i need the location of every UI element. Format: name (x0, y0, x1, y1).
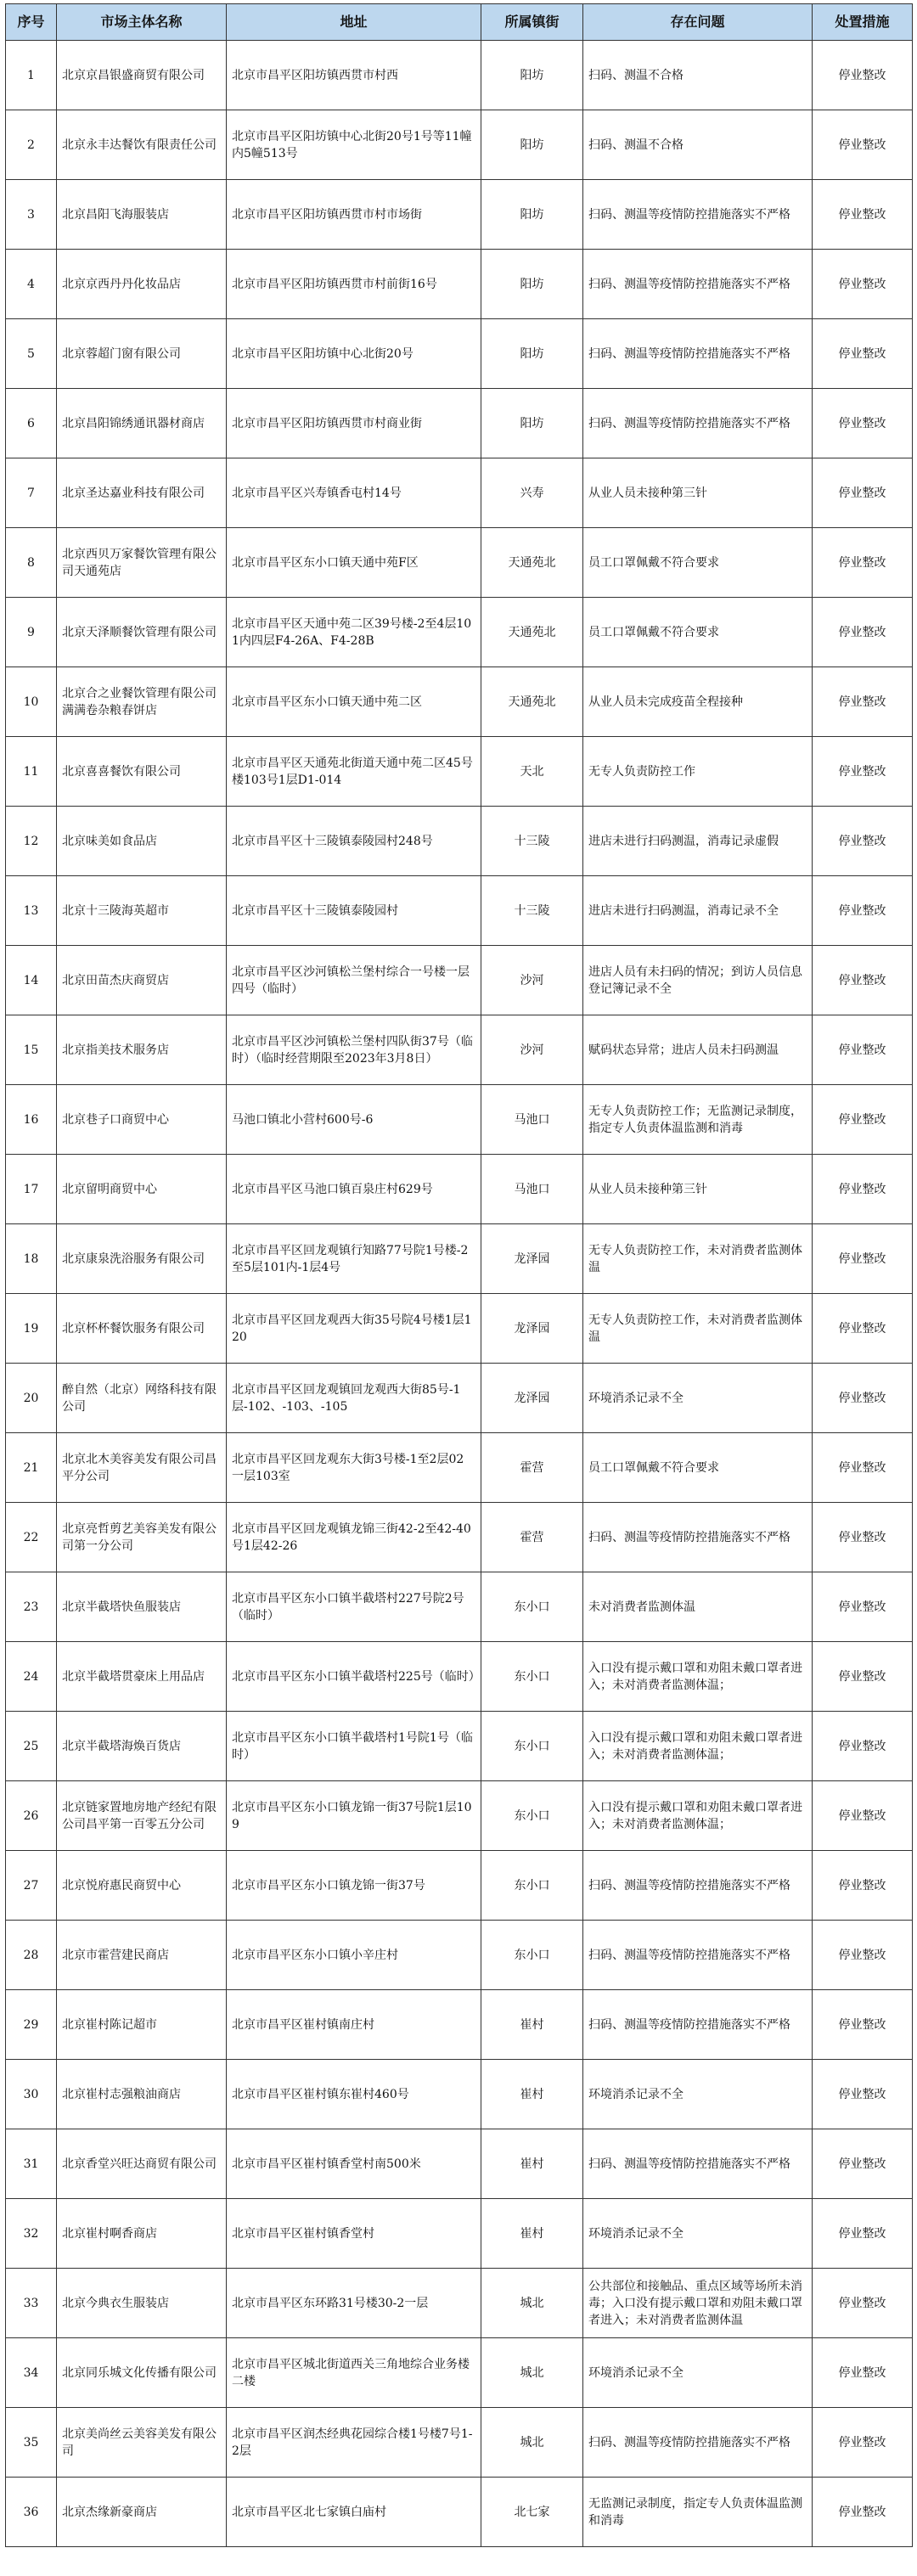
cell-entity-name: 北京蓉超门窗有限公司 (57, 319, 227, 389)
cell-action: 停业整改 (813, 2478, 913, 2547)
table-row (6, 1712, 913, 1781)
table-body (6, 41, 913, 2547)
table-row (6, 1294, 913, 1364)
table-row (6, 2199, 913, 2269)
header-entity-name: 市场主体名称 (57, 4, 227, 41)
cell-problem: 进店未进行扫码测温，消毒记录虚假 (583, 807, 813, 876)
cell-serial: 19 (6, 1294, 57, 1364)
cell-entity-name: 北京西贝万家餐饮管理有限公司天通苑店 (57, 528, 227, 598)
cell-address: 北京市昌平区马池口镇百泉庄村629号 (227, 1155, 481, 1224)
cell-problem: 公共部位和接触品、重点区域等场所未消毒；入口没有提示戴口罩和劝阻未戴口罩者进入；未对消费者监测体温 (583, 2269, 813, 2338)
cell-address: 马池口镇北小营村600号-6 (227, 1085, 481, 1155)
cell-problem: 员工口罩佩戴不符合要求 (583, 598, 813, 667)
cell-town: 东小口 (481, 1572, 583, 1642)
table-row (6, 1155, 913, 1224)
cell-action: 停业整改 (813, 41, 913, 110)
cell-action: 停业整改 (813, 1921, 913, 1990)
cell-serial: 35 (6, 2408, 57, 2478)
cell-town: 龙泽园 (481, 1294, 583, 1364)
cell-address: 北京市昌平区回龙观西大街35号院4号楼1层120 (227, 1294, 481, 1364)
table-row (6, 876, 913, 946)
cell-entity-name: 北京链家置地房地产经纪有限公司昌平第一百零五分公司 (57, 1781, 227, 1851)
cell-serial: 22 (6, 1503, 57, 1572)
cell-entity-name: 北京昌阳飞海服装店 (57, 180, 227, 250)
table-row (6, 667, 913, 737)
table-row (6, 807, 913, 876)
cell-serial: 24 (6, 1642, 57, 1712)
cell-problem: 扫码、测温等疫情防控措施落实不严格 (583, 250, 813, 319)
cell-problem: 扫码、测温等疫情防控措施落实不严格 (583, 2408, 813, 2478)
cell-problem: 扫码、测温等疫情防控措施落实不严格 (583, 319, 813, 389)
cell-problem: 赋码状态异常；进店人员未扫码测温 (583, 1015, 813, 1085)
cell-town: 东小口 (481, 1781, 583, 1851)
cell-serial: 11 (6, 737, 57, 807)
cell-town: 马池口 (481, 1085, 583, 1155)
cell-town: 北七家 (481, 2478, 583, 2547)
cell-problem: 入口没有提示戴口罩和劝阻未戴口罩者进入；未对消费者监测体温； (583, 1712, 813, 1781)
cell-action: 停业整改 (813, 1085, 913, 1155)
cell-address: 北京市昌平区回龙观镇行知路77号院1号楼-2至5层101内-1层4号 (227, 1224, 481, 1294)
cell-address: 北京市昌平区阳坊镇中心北街20号 (227, 319, 481, 389)
cell-town: 沙河 (481, 946, 583, 1015)
cell-entity-name: 北京永丰达餐饮有限责任公司 (57, 110, 227, 180)
cell-address: 北京市昌平区东小口镇龙锦一街37号院1层109 (227, 1781, 481, 1851)
cell-town: 十三陵 (481, 876, 583, 946)
cell-address: 北京市昌平区崔村镇南庄村 (227, 1990, 481, 2060)
cell-entity-name: 北京半截塔快鱼服装店 (57, 1572, 227, 1642)
cell-entity-name: 北京合之业餐饮管理有限公司满满卷杂粮春饼店 (57, 667, 227, 737)
cell-address: 北京市昌平区阳坊镇中心北街20号1号等11幢内5幢513号 (227, 110, 481, 180)
cell-action: 停业整改 (813, 598, 913, 667)
table-row (6, 1503, 913, 1572)
cell-action: 停业整改 (813, 110, 913, 180)
table-row (6, 250, 913, 319)
cell-problem: 环境消杀记录不全 (583, 2060, 813, 2129)
cell-serial: 27 (6, 1851, 57, 1921)
cell-problem: 无专人负责防控工作；无监测记录制度，指定专人负责体温监测和消毒 (583, 1085, 813, 1155)
cell-problem: 入口没有提示戴口罩和劝阻未戴口罩者进入；未对消费者监测体温； (583, 1642, 813, 1712)
cell-entity-name: 北京崔村陈记超市 (57, 1990, 227, 2060)
cell-entity-name: 北京同乐城文化传播有限公司 (57, 2338, 227, 2408)
cell-problem: 从业人员未接种第三针 (583, 458, 813, 528)
cell-entity-name: 北京市霍营建民商店 (57, 1921, 227, 1990)
cell-address: 北京市昌平区天通中苑二区39号楼-2至4层101内四层F4-26A、F4-28B (227, 598, 481, 667)
table-row (6, 598, 913, 667)
cell-problem: 扫码、测温不合格 (583, 41, 813, 110)
table-header-row (6, 4, 913, 41)
cell-serial: 4 (6, 250, 57, 319)
cell-town: 阳坊 (481, 250, 583, 319)
cell-serial: 34 (6, 2338, 57, 2408)
table-row (6, 1851, 913, 1921)
cell-address: 北京市昌平区回龙观东大街3号楼-1至2层02一层103室 (227, 1433, 481, 1503)
cell-serial: 30 (6, 2060, 57, 2129)
cell-problem: 扫码、测温等疫情防控措施落实不严格 (583, 180, 813, 250)
cell-action: 停业整改 (813, 1990, 913, 2060)
cell-serial: 6 (6, 389, 57, 458)
table-row (6, 180, 913, 250)
table-row (6, 1364, 913, 1433)
table-row (6, 2408, 913, 2478)
cell-town: 东小口 (481, 1712, 583, 1781)
cell-problem: 无专人负责防控工作，未对消费者监测体温 (583, 1294, 813, 1364)
cell-entity-name: 北京悦府惠民商贸中心 (57, 1851, 227, 1921)
cell-address: 北京市昌平区润杰经典花园综合楼1号楼7号1-2层 (227, 2408, 481, 2478)
cell-serial: 1 (6, 41, 57, 110)
cell-town: 龙泽园 (481, 1364, 583, 1433)
cell-town: 东小口 (481, 1921, 583, 1990)
cell-entity-name: 北京北木美容美发有限公司昌平分公司 (57, 1433, 227, 1503)
cell-entity-name: 北京崔村啊香商店 (57, 2199, 227, 2269)
cell-serial: 21 (6, 1433, 57, 1503)
table-row (6, 1015, 913, 1085)
cell-entity-name: 北京康泉洗浴服务有限公司 (57, 1224, 227, 1294)
cell-entity-name: 北京香堂兴旺达商贸有限公司 (57, 2129, 227, 2199)
cell-serial: 16 (6, 1085, 57, 1155)
table-row (6, 41, 913, 110)
cell-entity-name: 北京田苗杰庆商贸店 (57, 946, 227, 1015)
table-row (6, 1990, 913, 2060)
cell-town: 阳坊 (481, 389, 583, 458)
cell-problem: 扫码、测温等疫情防控措施落实不严格 (583, 1990, 813, 2060)
cell-entity-name: 北京崔村志强粮油商店 (57, 2060, 227, 2129)
cell-address: 北京市昌平区阳坊镇西贯市村西 (227, 41, 481, 110)
inspection-table (5, 3, 913, 2547)
table-row (6, 946, 913, 1015)
cell-action: 停业整改 (813, 1642, 913, 1712)
table-row (6, 528, 913, 598)
cell-address: 北京市昌平区兴寿镇香屯村14号 (227, 458, 481, 528)
cell-problem: 扫码、测温等疫情防控措施落实不严格 (583, 1921, 813, 1990)
cell-problem: 从业人员未接种第三针 (583, 1155, 813, 1224)
cell-serial: 33 (6, 2269, 57, 2338)
cell-address: 北京市昌平区东小口镇龙锦一街37号 (227, 1851, 481, 1921)
cell-action: 停业整改 (813, 2338, 913, 2408)
cell-action: 停业整改 (813, 946, 913, 1015)
header-town: 所属镇街 (481, 4, 583, 41)
cell-problem: 员工口罩佩戴不符合要求 (583, 528, 813, 598)
cell-address: 北京市昌平区东小口镇小辛庄村 (227, 1921, 481, 1990)
cell-entity-name: 北京留明商贸中心 (57, 1155, 227, 1224)
header-problem: 存在问题 (583, 4, 813, 41)
table-row (6, 1224, 913, 1294)
cell-address: 北京市昌平区崔村镇东崔村460号 (227, 2060, 481, 2129)
cell-town: 霍营 (481, 1503, 583, 1572)
table-row (6, 2269, 913, 2338)
cell-town: 城北 (481, 2408, 583, 2478)
cell-action: 停业整改 (813, 1433, 913, 1503)
cell-serial: 25 (6, 1712, 57, 1781)
cell-serial: 28 (6, 1921, 57, 1990)
header-address: 地址 (227, 4, 481, 41)
table-row (6, 2478, 913, 2547)
cell-problem: 扫码、测温等疫情防控措施落实不严格 (583, 2129, 813, 2199)
cell-serial: 7 (6, 458, 57, 528)
cell-action: 停业整改 (813, 1294, 913, 1364)
cell-address: 北京市昌平区北七家镇白庙村 (227, 2478, 481, 2547)
cell-problem: 进店未进行扫码测温，消毒记录不全 (583, 876, 813, 946)
table-row (6, 458, 913, 528)
cell-serial: 2 (6, 110, 57, 180)
cell-address: 北京市昌平区崔村镇香堂村南500米 (227, 2129, 481, 2199)
cell-entity-name: 北京杰缘新豪商店 (57, 2478, 227, 2547)
cell-town: 天通苑北 (481, 667, 583, 737)
cell-entity-name: 北京美尚丝云美容美发有限公司 (57, 2408, 227, 2478)
cell-entity-name: 北京半截塔贯豪床上用品店 (57, 1642, 227, 1712)
cell-address: 北京市昌平区东小口镇天通中苑F区 (227, 528, 481, 598)
cell-serial: 32 (6, 2199, 57, 2269)
cell-action: 停业整改 (813, 876, 913, 946)
cell-problem: 员工口罩佩戴不符合要求 (583, 1433, 813, 1503)
cell-address: 北京市昌平区阳坊镇西贯市村商业街 (227, 389, 481, 458)
table-row (6, 389, 913, 458)
cell-town: 天北 (481, 737, 583, 807)
cell-serial: 9 (6, 598, 57, 667)
cell-entity-name: 北京杯杯餐饮服务有限公司 (57, 1294, 227, 1364)
cell-serial: 8 (6, 528, 57, 598)
cell-entity-name: 北京圣达嘉业科技有限公司 (57, 458, 227, 528)
cell-action: 停业整改 (813, 389, 913, 458)
cell-town: 东小口 (481, 1642, 583, 1712)
cell-serial: 10 (6, 667, 57, 737)
cell-town: 阳坊 (481, 110, 583, 180)
cell-problem: 从业人员未完成疫苗全程接种 (583, 667, 813, 737)
cell-action: 停业整改 (813, 1781, 913, 1851)
cell-serial: 14 (6, 946, 57, 1015)
cell-serial: 18 (6, 1224, 57, 1294)
cell-serial: 36 (6, 2478, 57, 2547)
cell-address: 北京市昌平区东小口镇半截塔村1号院1号（临时） (227, 1712, 481, 1781)
table-row (6, 1572, 913, 1642)
cell-entity-name: 北京京西丹丹化妆品店 (57, 250, 227, 319)
cell-entity-name: 北京指美技术服务店 (57, 1015, 227, 1085)
table-row (6, 110, 913, 180)
cell-address: 北京市昌平区东小口镇半截塔村225号（临时） (227, 1642, 481, 1712)
cell-action: 停业整改 (813, 2060, 913, 2129)
cell-serial: 31 (6, 2129, 57, 2199)
cell-address: 北京市昌平区东小口镇半截塔村227号院2号（临时） (227, 1572, 481, 1642)
cell-serial: 15 (6, 1015, 57, 1085)
cell-town: 龙泽园 (481, 1224, 583, 1294)
cell-problem: 无专人负责防控工作，未对消费者监测体温 (583, 1224, 813, 1294)
cell-entity-name: 北京今典衣生服装店 (57, 2269, 227, 2338)
cell-town: 崔村 (481, 1990, 583, 2060)
cell-problem: 无监测记录制度，指定专人负责体温监测和消毒 (583, 2478, 813, 2547)
cell-address: 北京市昌平区回龙观镇回龙观西大街85号-1层-102、-103、-105 (227, 1364, 481, 1433)
cell-problem: 无专人负责防控工作 (583, 737, 813, 807)
cell-town: 阳坊 (481, 319, 583, 389)
cell-town: 兴寿 (481, 458, 583, 528)
table-row (6, 2129, 913, 2199)
cell-serial: 5 (6, 319, 57, 389)
cell-problem: 扫码、测温等疫情防控措施落实不严格 (583, 1503, 813, 1572)
cell-action: 停业整改 (813, 737, 913, 807)
table-row (6, 319, 913, 389)
cell-problem: 扫码、测温等疫情防控措施落实不严格 (583, 389, 813, 458)
cell-action: 停业整改 (813, 1155, 913, 1224)
cell-problem: 环境消杀记录不全 (583, 2338, 813, 2408)
cell-action: 停业整改 (813, 2269, 913, 2338)
cell-address: 北京市昌平区十三陵镇泰陵园村248号 (227, 807, 481, 876)
table-row (6, 1781, 913, 1851)
cell-entity-name: 北京半截塔海焕百货店 (57, 1712, 227, 1781)
header-action: 处置措施 (813, 4, 913, 41)
cell-action: 停业整改 (813, 1503, 913, 1572)
cell-serial: 13 (6, 876, 57, 946)
cell-problem: 扫码、测温不合格 (583, 110, 813, 180)
table-row (6, 1642, 913, 1712)
cell-action: 停业整改 (813, 180, 913, 250)
cell-town: 马池口 (481, 1155, 583, 1224)
table-row (6, 2060, 913, 2129)
cell-problem: 扫码、测温等疫情防控措施落实不严格 (583, 1851, 813, 1921)
cell-address: 北京市昌平区沙河镇松兰堡村综合一号楼一层四号（临时） (227, 946, 481, 1015)
cell-town: 阳坊 (481, 180, 583, 250)
cell-serial: 12 (6, 807, 57, 876)
cell-address: 北京市昌平区东小口镇天通中苑二区 (227, 667, 481, 737)
cell-entity-name: 北京喜喜餐饮有限公司 (57, 737, 227, 807)
cell-action: 停业整改 (813, 2129, 913, 2199)
cell-address: 北京市昌平区回龙观镇龙锦三街42-2至42-40号1层42-26 (227, 1503, 481, 1572)
cell-town: 城北 (481, 2338, 583, 2408)
cell-action: 停业整改 (813, 1572, 913, 1642)
cell-address: 北京市昌平区天通苑北街道天通中苑二区45号楼103号1层D1-014 (227, 737, 481, 807)
cell-problem: 入口没有提示戴口罩和劝阻未戴口罩者进入；未对消费者监测体温； (583, 1781, 813, 1851)
cell-action: 停业整改 (813, 2408, 913, 2478)
cell-address: 北京市昌平区沙河镇松兰堡村四队街37号（临时）（临时经营期限至2023年3月8日） (227, 1015, 481, 1085)
cell-action: 停业整改 (813, 528, 913, 598)
table-row (6, 737, 913, 807)
cell-address: 北京市昌平区东环路31号楼30-2一层 (227, 2269, 481, 2338)
cell-action: 停业整改 (813, 1712, 913, 1781)
cell-serial: 26 (6, 1781, 57, 1851)
table-row (6, 1085, 913, 1155)
cell-town: 霍营 (481, 1433, 583, 1503)
cell-town: 崔村 (481, 2060, 583, 2129)
cell-address: 北京市昌平区城北街道西关三角地综合业务楼二楼 (227, 2338, 481, 2408)
cell-entity-name: 北京天泽顺餐饮管理有限公司 (57, 598, 227, 667)
cell-action: 停业整改 (813, 319, 913, 389)
cell-action: 停业整改 (813, 1851, 913, 1921)
cell-action: 停业整改 (813, 667, 913, 737)
cell-town: 崔村 (481, 2129, 583, 2199)
cell-serial: 23 (6, 1572, 57, 1642)
cell-town: 阳坊 (481, 41, 583, 110)
cell-town: 沙河 (481, 1015, 583, 1085)
cell-action: 停业整改 (813, 1224, 913, 1294)
cell-problem: 进店人员有未扫码的情况；到访人员信息登记簿记录不全 (583, 946, 813, 1015)
cell-address: 北京市昌平区阳坊镇西贯市村市场街 (227, 180, 481, 250)
cell-entity-name: 北京亮哲剪艺美容美发有限公司第一分公司 (57, 1503, 227, 1572)
header-serial: 序号 (6, 4, 57, 41)
cell-entity-name: 北京京昌银盛商贸有限公司 (57, 41, 227, 110)
cell-action: 停业整改 (813, 1015, 913, 1085)
cell-address: 北京市昌平区崔村镇香堂村 (227, 2199, 481, 2269)
cell-action: 停业整改 (813, 1364, 913, 1433)
cell-town: 天通苑北 (481, 598, 583, 667)
cell-serial: 29 (6, 1990, 57, 2060)
cell-town: 十三陵 (481, 807, 583, 876)
cell-serial: 3 (6, 180, 57, 250)
cell-entity-name: 北京十三陵海英超市 (57, 876, 227, 946)
table-row (6, 2338, 913, 2408)
table-row (6, 1433, 913, 1503)
cell-action: 停业整改 (813, 2199, 913, 2269)
table-row (6, 1921, 913, 1990)
cell-address: 北京市昌平区阳坊镇西贯市村前街16号 (227, 250, 481, 319)
cell-town: 崔村 (481, 2199, 583, 2269)
cell-entity-name: 北京昌阳锦绣通讯器材商店 (57, 389, 227, 458)
cell-entity-name: 北京味美如食品店 (57, 807, 227, 876)
cell-action: 停业整改 (813, 250, 913, 319)
cell-town: 东小口 (481, 1851, 583, 1921)
cell-entity-name: 醉自然（北京）网络科技有限公司 (57, 1364, 227, 1433)
cell-entity-name: 北京巷子口商贸中心 (57, 1085, 227, 1155)
cell-address: 北京市昌平区十三陵镇泰陵园村 (227, 876, 481, 946)
cell-serial: 20 (6, 1364, 57, 1433)
cell-town: 城北 (481, 2269, 583, 2338)
cell-problem: 环境消杀记录不全 (583, 2199, 813, 2269)
cell-action: 停业整改 (813, 458, 913, 528)
cell-problem: 环境消杀记录不全 (583, 1364, 813, 1433)
cell-town: 天通苑北 (481, 528, 583, 598)
cell-serial: 17 (6, 1155, 57, 1224)
cell-action: 停业整改 (813, 807, 913, 876)
cell-problem: 未对消费者监测体温 (583, 1572, 813, 1642)
